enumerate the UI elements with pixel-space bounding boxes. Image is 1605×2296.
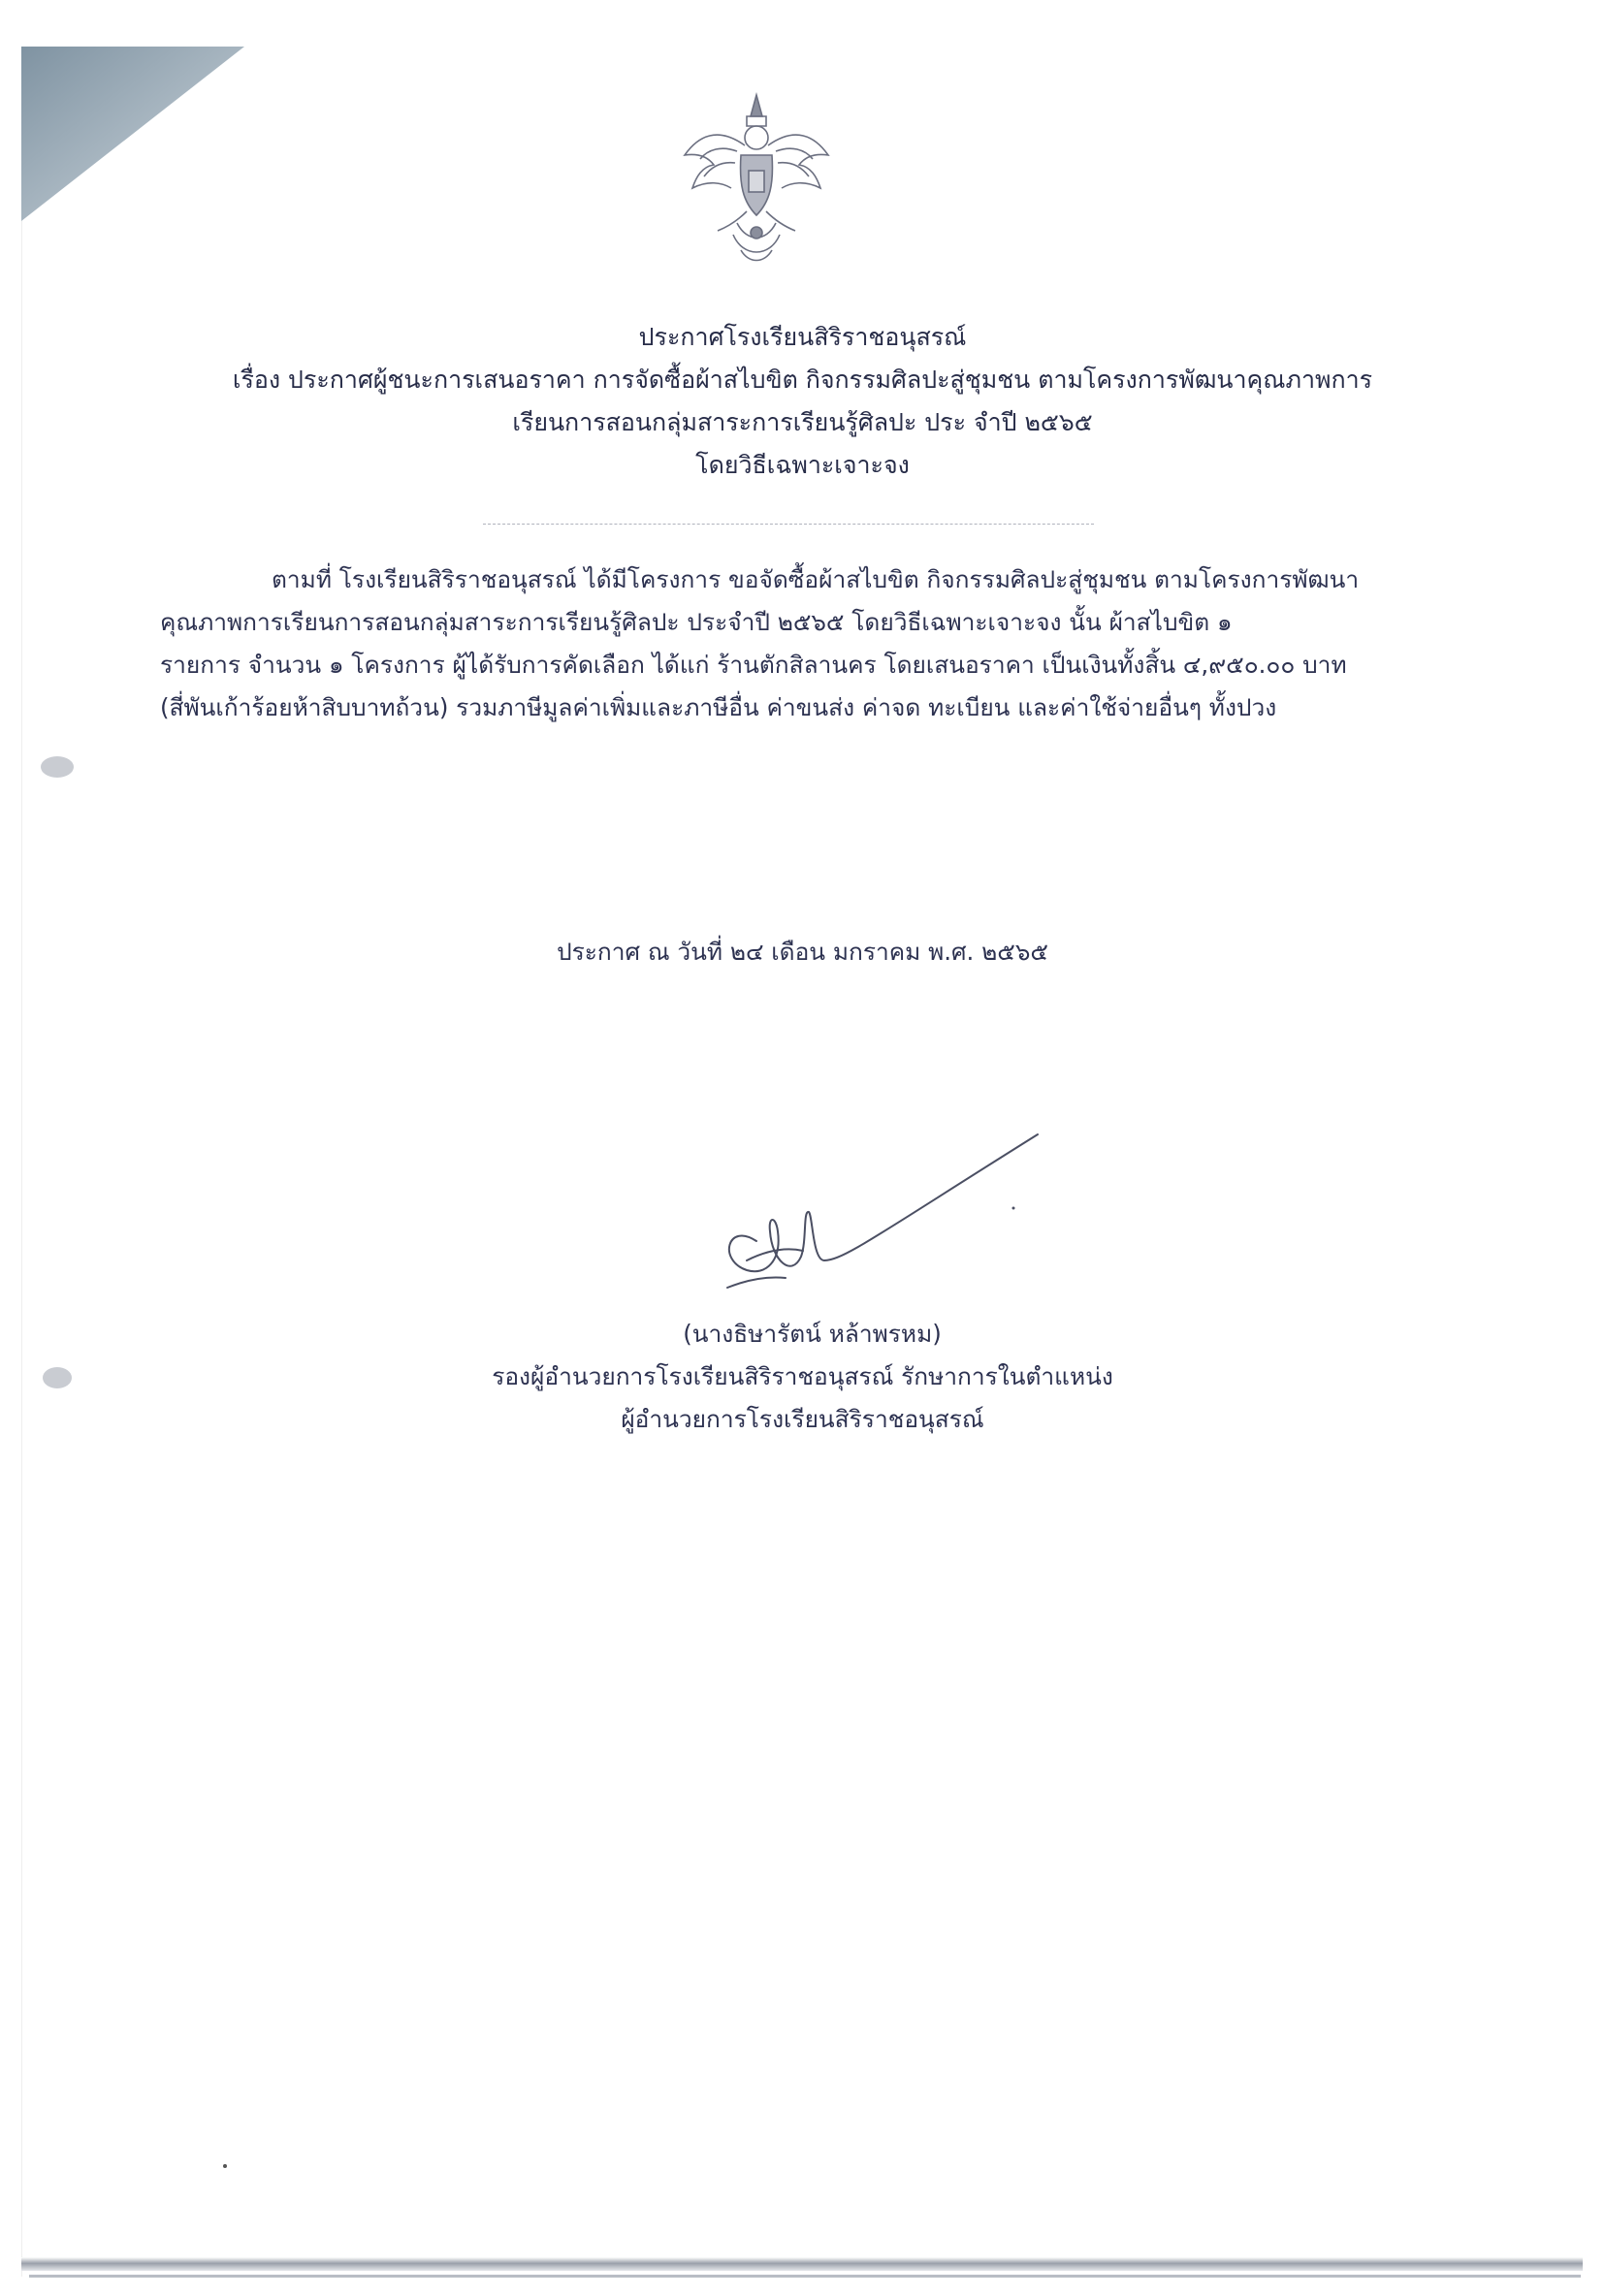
announcement-title bbox=[0, 316, 1605, 359]
garuda-emblem-icon bbox=[679, 87, 834, 271]
signer-position-1: รองผู้อำนวยการโรงเรียนสิริราชอนุสรณ์ รักษาการในตำแหน่ง bbox=[492, 1362, 1113, 1390]
signer-name: (นางธิษารัตน์ หล้าพรหม) bbox=[683, 1320, 942, 1348]
scan-bottom-edge bbox=[21, 2257, 1583, 2271]
scan-speck bbox=[41, 756, 74, 778]
scan-speck bbox=[43, 1367, 72, 1388]
announcement-date: ประกาศ ณ วันที่ ๒๔ เดือน มกราคม พ.ศ. ๒๕๖๕ bbox=[557, 938, 1048, 966]
subject-text-2: เรียนการสอนกลุ่มสาระการเรียนรู้ศิลปะ ประ จำปี ๒๕๖๕ bbox=[512, 408, 1093, 436]
body-paragraph-line-2: คุณภาพการเรียนการสอนกลุ่มสาระการเรียนรู้ศิลปะ ประจำปี ๒๕๖๕ โดยวิธีเฉพาะเจาะจง นั้น ผ้าสไบขิต ๑ bbox=[160, 608, 1233, 636]
subject-line-1 bbox=[0, 359, 1605, 401]
body-paragraph-line-1: ตามที่ โรงเรียนสิริราชอนุสรณ์ ได้มีโครงการ ขอจัดซื้อผ้าสไบขิต กิจกรรมศิลปะสู่ชุมชน ตามโครงการพัฒนา bbox=[272, 565, 1360, 593]
body-paragraph-line-3: รายการ จำนวน ๑ โครงการ ผู้ได้รับการคัดเลือก ได้แก่ ร้านตักสิลานคร โดยเสนอราคา เป็นเงินทั้งสิ้น ๔,๙๕๐.๐๐ บาท bbox=[160, 651, 1347, 679]
body-paragraph-line-4: (สี่พันเก้าร้อยห้าสิบบาทถ้วน) รวมภาษีมูลค่าเพิ่มและภาษีอื่น ค่าขนส่ง ค่าจด ทะเบียน และค่าใช้จ่ายอื่นๆ ทั้งปวง bbox=[160, 693, 1277, 721]
handwritten-signature bbox=[689, 1115, 1057, 1299]
method-line bbox=[0, 444, 1605, 487]
heading-divider bbox=[483, 524, 1094, 525]
scan-speck bbox=[223, 2164, 227, 2168]
title-text: ประกาศโรงเรียนสิริราชอนุสรณ์ bbox=[638, 323, 967, 351]
scan-corner-fold bbox=[21, 47, 244, 221]
scan-bottom-edge-line bbox=[29, 2275, 1581, 2278]
method-text: โดยวิธีเฉพาะเจาะจง bbox=[695, 451, 910, 479]
subject-text-1: เรื่อง ประกาศผู้ชนะการเสนอราคา การจัดซื้อผ้าสไบขิต กิจกรรมศิลปะสู่ชุมชน ตามโครงการพัฒนาคุณภาพการ bbox=[232, 366, 1373, 394]
subject-line-2 bbox=[0, 401, 1605, 444]
signer-position-2: ผู้อำนวยการโรงเรียนสิริราชอนุสรณ์ bbox=[621, 1405, 984, 1433]
